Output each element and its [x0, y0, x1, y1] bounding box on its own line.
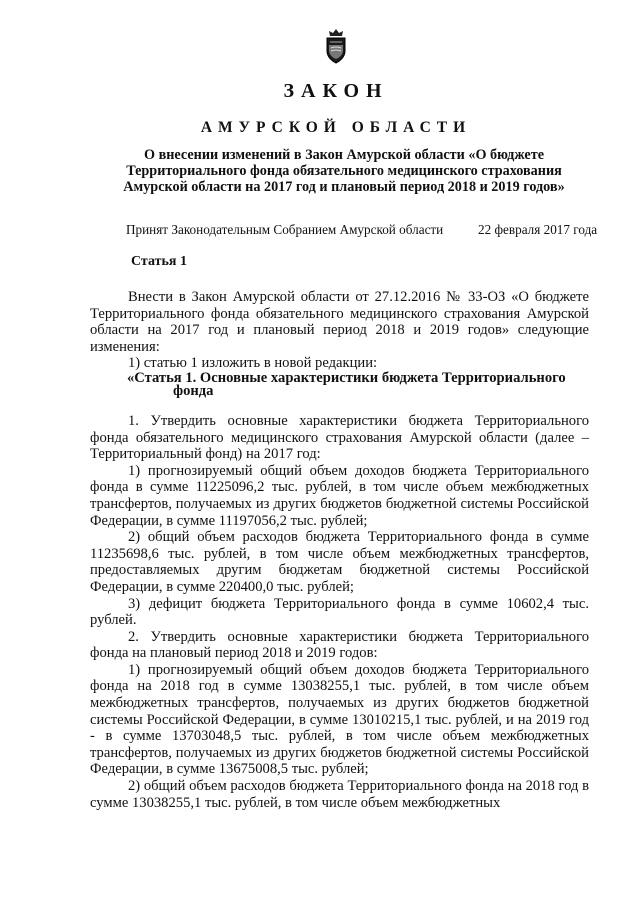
region-subtitle: АМУРСКОЙ ОБЛАСТИ	[200, 119, 472, 136]
quoted-article-title	[90, 369, 589, 399]
paragraph-2-item-2: 2) общий объем расходов бюджета Территориального фонда на 2018 год в сумме 13038255,1 тыс. рублей, в том числе объем межбюджетных	[90, 778, 589, 811]
paragraph-1-item-1: 1) прогнозируемый общий объем доходов бюджета Территориального фонда в сумме 11225096,2 тыс. рублей, в том числе объем межбюджетных трансфертов, получаемых из других бюджетов бюджетной системы Российской Федерации, в сумме 11197056,2 тыс. рублей;	[90, 462, 589, 529]
paragraph-1-item-2: 2) общий объем расходов бюджета Территориального фонда в сумме 11235698,6 тыс. рублей, в том числе объем межбюджетных трансфертов, предоставляемых другим бюджетам бюджетной системы Российской Федерации, в сумме 220400,0 тыс. рублей;	[90, 529, 589, 595]
adoption-date: 22 февраля 2017 года	[478, 222, 598, 237]
amur-oblast-coat-of-arms-icon	[321, 28, 351, 64]
article-title: Статья 1	[131, 254, 187, 269]
adopted-by-text: Принят Законодательным Собранием Амурской области	[126, 222, 444, 237]
law-heading: О внесении изменений в Закон Амурской области «О бюджете Территориального фонда обязательного медицинского страхования Амурской области на 2017 год и плановый период 2018 и 2019 годов»	[123, 147, 565, 195]
law-title: ЗАКОН	[283, 80, 389, 102]
paragraph-2: 2. Утвердить основные характеристики бюджета Территориального фонда на плановый период 2018 и 2019 годов:	[90, 628, 589, 662]
paragraph-1: 1. Утвердить основные характеристики бюджета Территориального фонда обязательного медицинского страхования Амурской области (далее – Территориальный фонд) на 2017 год:	[90, 412, 589, 463]
paragraph-2-item-1: 1) прогнозируемый общий объем доходов бюджета Территориального фонда на 2018 год в сумме 13038255,1 тыс. рублей, в том числе объем межбюджетных трансфертов, получаемых из других бюджетов бюджетной системы Российской Федерации, в сумме 13010215,1 тыс. рублей, и на 2019 год - в сумме 13703048,5 тыс. рублей, в том числе объем межбюджетных трансфертов, получаемых из других бюджетов бюджетной системы Российской Федерации, в сумме 13675008,5 тыс. рублей;	[90, 661, 589, 778]
document-body	[90, 289, 589, 811]
paragraph-1-item-3: 3) дефицит бюджета Территориального фонда в сумме 10602,4 тыс. рублей.	[90, 595, 589, 629]
intro-paragraph: Внести в Закон Амурской области от 27.12.2016 № 33-ОЗ «О бюджете Территориального фонда обязательного медицинского страхования Амурской области на 2017 год и плановый период 2018 и 2019 годов» следующие изменения:	[90, 289, 589, 355]
quoted-article-title-line1: «Статья 1. Основные характеристики бюджета Территориального	[127, 369, 566, 386]
quoted-article-title-line2: фонда	[173, 382, 214, 399]
amendment-item-1: 1) статью 1 изложить в новой редакции:	[128, 355, 378, 372]
